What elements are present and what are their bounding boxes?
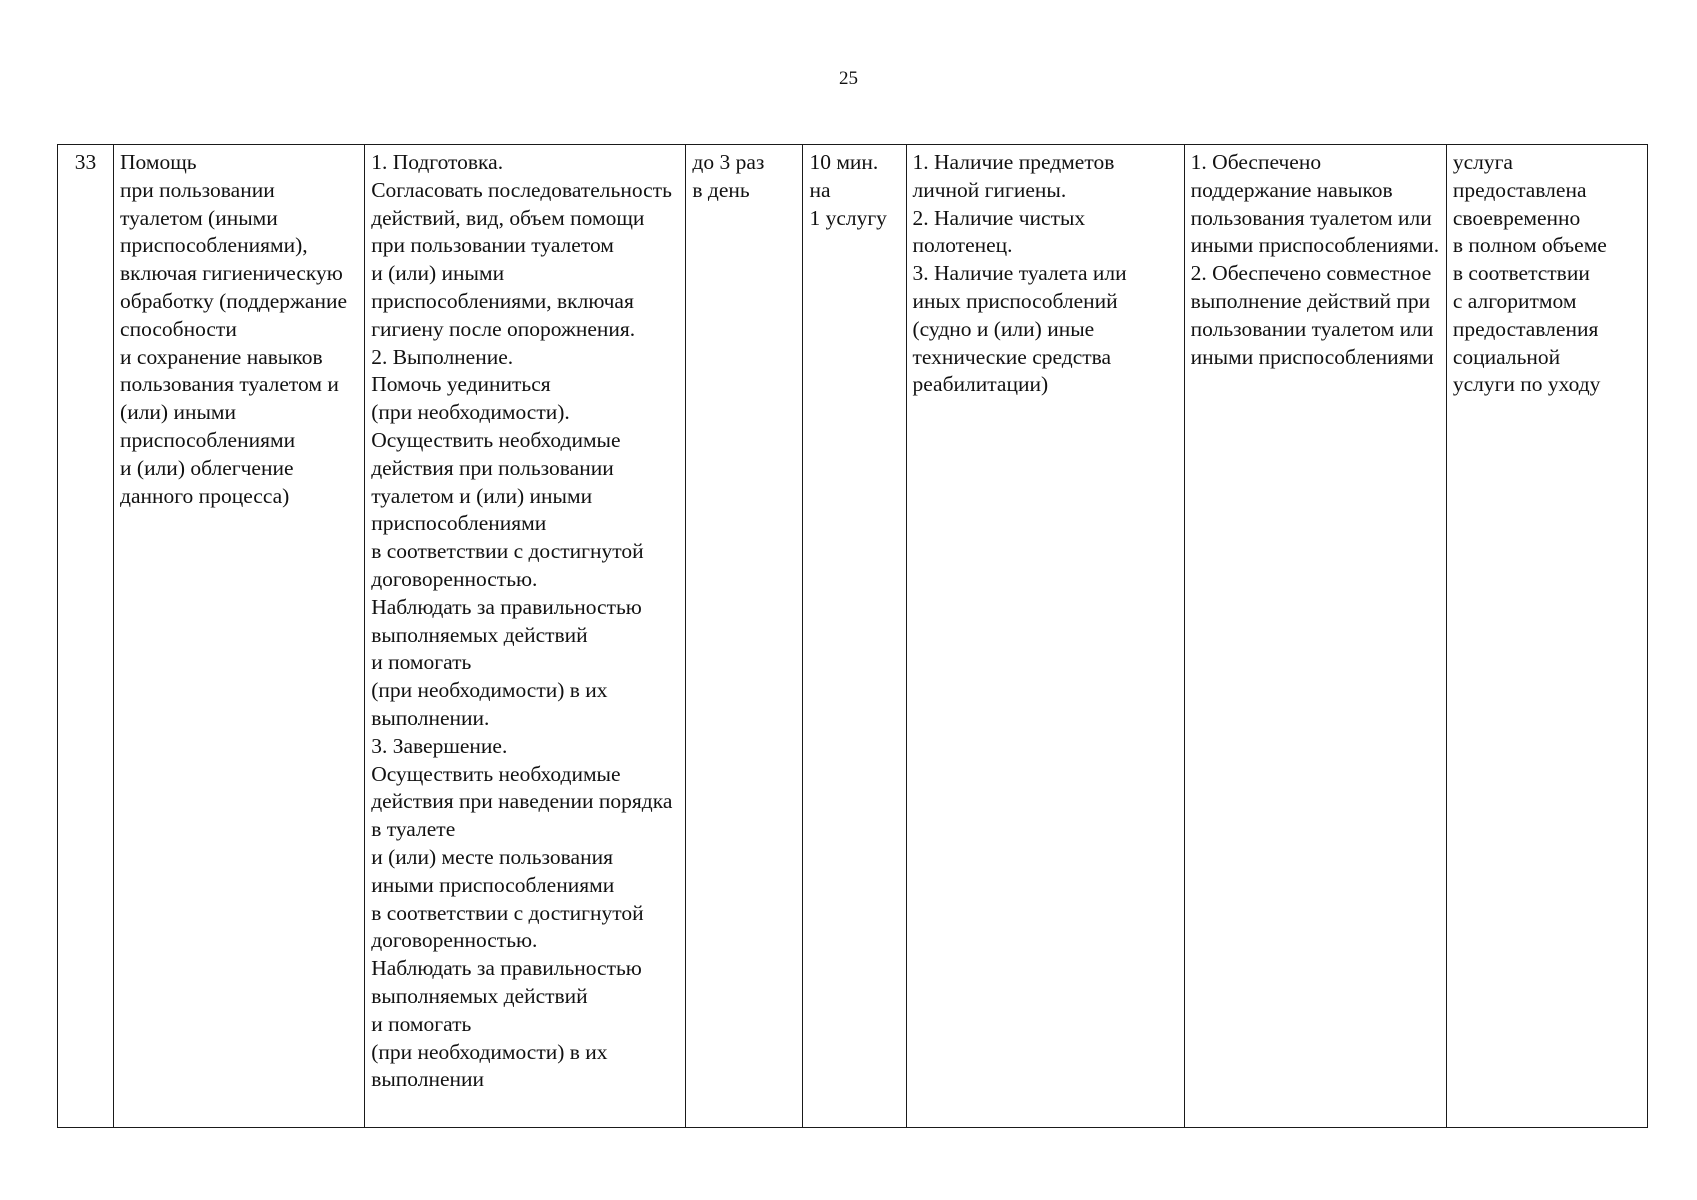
service-name-cell: Помощь при пользовании туалетом (иными приспособлениями), включая гигиеническую обработку (поддержание способности и сохранение навыков пользования туалетом и (или) иными приспособлениями и (или) облегчение данного процесса) <box>114 145 365 1128</box>
quality-cell: услуга предоставлена своевременно в полном объеме в соответствии с алгоритмом предоставления социальной услуги по уходу <box>1446 145 1647 1128</box>
results-cell: 1. Обеспечено поддержание навыков пользования туалетом или иными приспособлениями. 2. Обеспечено совместное выполнение действий при пользовании туалетом или иными приспособлениями <box>1184 145 1446 1128</box>
service-standards-table <box>57 144 1648 1128</box>
service-steps-cell: 1. Подготовка. Согласовать последовательность действий, вид, объем помощи при пользовании туалетом и (или) иными приспособлениями, включая гигиену после опорожнения. 2. Выполнение. Помочь уединиться (при необходимости). Осуществить необходимые действия при пользовании туалетом и (или) иными приспособлениями в соответствии с достигнутой договоренностью. Наблюдать за правильностью выполняемых действий и помогать (при необходимости) в их выполнении. 3. Завершение. Осуществить необходимые действия при наведении порядка в туалете и (или) месте пользования иными приспособлениями в соответствии с достигнутой договоренностью. Наблюдать за правильностью выполняемых действий и помогать (при необходимости) в их выполнении <box>365 145 686 1128</box>
conditions-cell: 1. Наличие предметов личной гигиены. 2. Наличие чистых полотенец. 3. Наличие туалета или иных приспособлений (судно и (или) иные технические средства реабилитации) <box>906 145 1184 1128</box>
frequency-cell: до 3 раз в день <box>686 145 803 1128</box>
table-row <box>58 145 1648 1128</box>
duration-cell: 10 мин. на 1 услугу <box>803 145 906 1128</box>
row-number-cell: 33 <box>58 145 114 1128</box>
page-number: 25 <box>839 68 858 89</box>
